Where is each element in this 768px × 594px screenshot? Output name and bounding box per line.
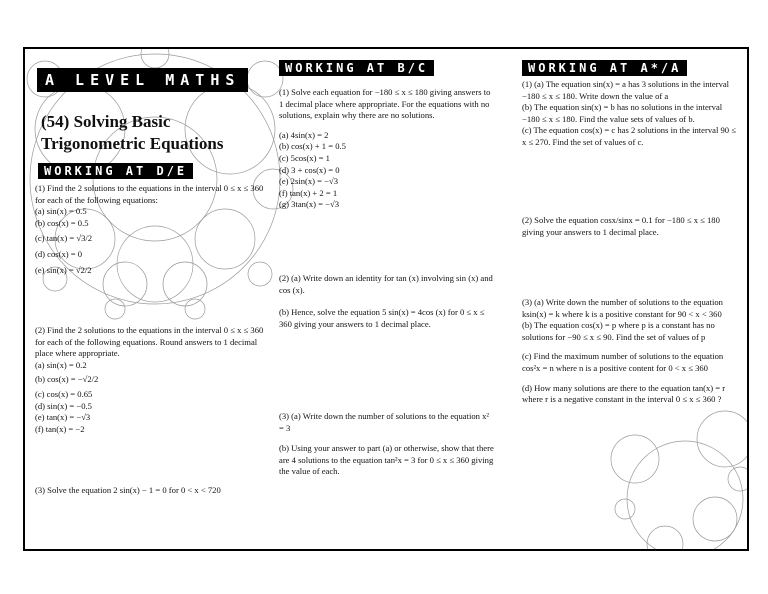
de-question-3: (3) Solve the equation 2 sin(x) − 1 = 0 for 0 < x < 720 xyxy=(35,485,221,495)
bc-question-2b: (b) Hence, solve the equation 5 sin(x) = 4cos (x) for 0 ≤ x ≤ 360 giving your answers to 1 decimal place. xyxy=(279,307,485,329)
de-question-1: (1) Find the 2 solutions to the equations in the interval 0 ≤ x ≤ 360 for each of the following equations: (a) sin(x) = 0.5 (b) cos(x) = 0.5 (c) tan(x) = √3/2 (d) cos(x) = 0 (e) sin(x) = √2/2 xyxy=(35,183,264,275)
worksheet xyxy=(23,47,749,551)
bc-question-3a: (3) (a) Write down the number of solutions to the equation x² = 3 xyxy=(279,411,489,433)
a-level-maths-banner: A LEVEL MATHS xyxy=(37,68,248,92)
working-at-d-e-banner: WORKING AT D/E xyxy=(38,163,193,179)
a-question-1: (1) (a) The equation sin(x) = a has 3 solutions in the interval −180 ≤ x ≤ 180. Write down the value of a (b) The equation sin(x) = b has no solutions in the interval −180 ≤ x ≤ 180. Find the value sets of values of b. (c) The equation cos(x) = c has 2 solutions in the interval 90 ≤ x ≤ 270. Find the set of values of c. xyxy=(522,79,736,147)
a-question-3: (3) (a) Write down the number of solutions to the equation ksin(x) = k where k is a positive constant for 90 < x < 360 (b) The equation cos(x) = p where p is a constant has no solutions for −90 ≤ x ≤ 90. Find the set of values of p (c) Find the maximum number of solutions to the equation cos²x = n where n is a positive content for 0 < x ≤ 360 (d) How many solutions are there to the equation tan(x) = r where r is a negative constant in the interval 0 ≤ x ≤ 360 ? xyxy=(522,297,726,405)
bc-question-2a: (2) (a) Write down an identity for tan (x) involving sin (x) and cos (x). xyxy=(279,273,493,295)
page-title: (54) Solving Basic Trigonometric Equations xyxy=(41,112,224,153)
bc-question-1: (1) Solve each equation for −180 ≤ x ≤ 180 giving answers to 1 decimal place where appropriate. For the equations with no solutions, explain why there are no solutions. (a) 4sin(x) = 2 (b) cos(x) + 1 = 0.5 (c) 5cos(x) = 1 (d) 3 + cos(x) = 0 (e) 2sin(x) = −√3 (f) tan(x) + 2 = 1 (g) 3tan(x) = −√3 xyxy=(279,87,491,210)
working-at-a-star-a-banner: WORKING AT A*/A xyxy=(522,60,687,76)
de-question-2: (2) Find the 2 solutions to the equations in the interval 0 ≤ x ≤ 360 for each of the following equations. Round answers to 1 decimal place where appropriate. (a) sin(x) = 0.2 (b) cos(x) = −√2/2 (c) cos(x) = 0.65 (d) sin(x) = −0.5 (e) tan(x) = −√3 (f) tan(x) = −2 xyxy=(35,325,264,434)
working-at-b-c-banner: WORKING AT B/C xyxy=(279,60,434,76)
a-question-2: (2) Solve the equation cosx/sinx = 0.1 for −180 ≤ x ≤ 180 giving your answers to 1 decimal place. xyxy=(522,215,720,237)
bc-question-3b: (b) Using your answer to part (a) or otherwise, show that there are 4 solutions to the equation tan²x = 3 for 0 ≤ x ≤ 360 giving the value of each. xyxy=(279,443,494,477)
